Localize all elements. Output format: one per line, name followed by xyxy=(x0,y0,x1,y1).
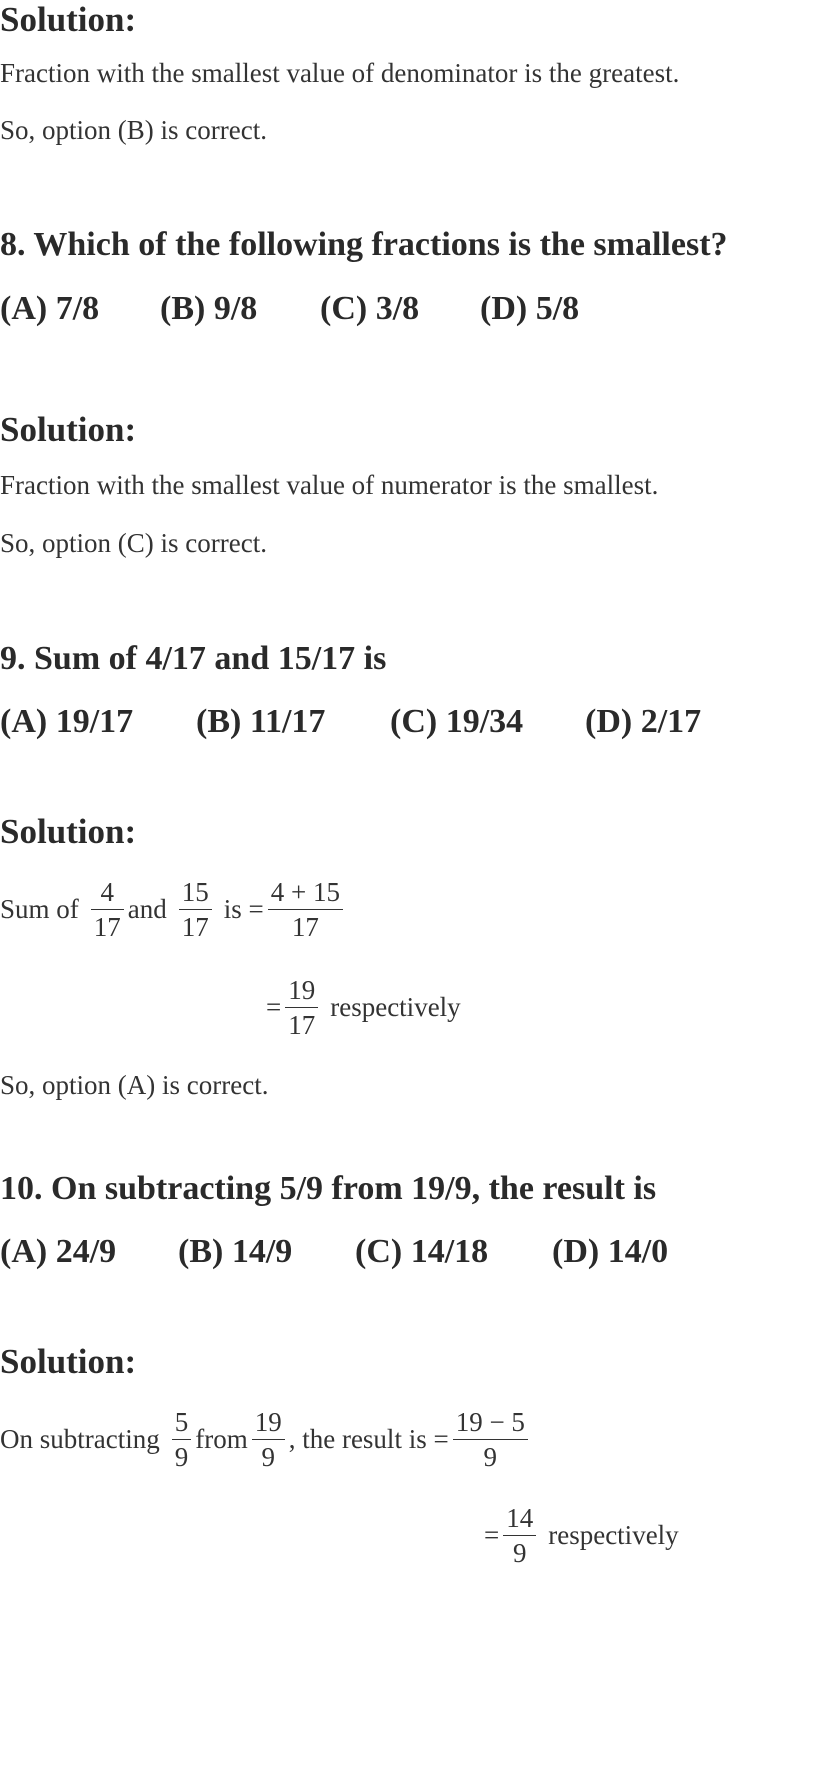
fraction xyxy=(252,1405,285,1474)
solution-7-line-1: Fraction with the smallest value of denominator is the greatest. xyxy=(0,58,680,88)
numerator: 4 + 15 xyxy=(270,876,340,907)
solution-10-equation-2 xyxy=(484,1498,679,1572)
fraction xyxy=(91,875,124,944)
denominator: 9 xyxy=(261,1441,275,1472)
solution-9-equation-2 xyxy=(266,970,461,1044)
fraction xyxy=(285,973,318,1042)
solution-7-line-2: So, option (B) is correct. xyxy=(0,115,267,145)
denominator: 9 xyxy=(174,1441,189,1472)
solution-9-conclusion: So, option (A) is correct. xyxy=(0,1070,269,1100)
denominator: 17 xyxy=(288,1009,316,1040)
question-9-options xyxy=(0,703,836,743)
solution-heading-10: Solution: xyxy=(0,1342,137,1381)
numerator: 4 xyxy=(100,876,115,907)
question-8-option-d: (D) 5/8 xyxy=(480,290,580,327)
question-8-option-c: (C) 3/8 xyxy=(320,290,420,327)
solution-heading-7: Solution: xyxy=(0,0,137,39)
question-9-title: 9. Sum of 4/17 and 15/17 is xyxy=(0,640,387,677)
fraction xyxy=(172,1405,192,1474)
eq-text: , the result is = xyxy=(288,1423,449,1454)
question-9-option-d: (D) 2/17 xyxy=(585,703,702,740)
fraction xyxy=(503,1501,536,1570)
question-8-option-b: (B) 9/8 xyxy=(160,290,258,327)
question-10-option-b: (B) 14/9 xyxy=(178,1233,293,1270)
denominator: 17 xyxy=(181,911,209,942)
eq-text: = xyxy=(484,1519,500,1550)
denominator: 9 xyxy=(512,1537,527,1568)
question-9-option-a: (A) 19/17 xyxy=(0,703,134,740)
eq-text: On subtracting xyxy=(0,1423,160,1454)
solution-heading-8: Solution: xyxy=(0,410,137,449)
question-10-title: 10. On subtracting 5/9 from 19/9, the result is xyxy=(0,1170,657,1207)
numerator: 19 xyxy=(288,974,316,1005)
eq-text: = xyxy=(266,991,282,1022)
solution-9-equation-1 xyxy=(0,872,347,946)
eq-text: from xyxy=(195,1423,248,1454)
fraction xyxy=(268,875,343,944)
denominator: 17 xyxy=(93,911,121,942)
solution-10-equation-1 xyxy=(0,1402,532,1476)
numerator: 5 xyxy=(174,1406,189,1437)
numerator: 19 xyxy=(254,1406,282,1437)
question-10-options xyxy=(0,1233,836,1273)
question-8-option-a: (A) 7/8 xyxy=(0,290,100,327)
question-8-options xyxy=(0,290,836,330)
fraction xyxy=(179,875,212,944)
eq-text: respectively xyxy=(330,991,461,1022)
fraction xyxy=(453,1405,528,1474)
eq-text: Sum of xyxy=(0,893,79,924)
solution-8-line-1: Fraction with the smallest value of numerator is the smallest. xyxy=(0,470,659,500)
eq-text: is = xyxy=(223,893,264,924)
question-9-option-b: (B) 11/17 xyxy=(196,703,326,740)
solution-8-line-2: So, option (C) is correct. xyxy=(0,528,267,558)
question-8-title: 8. Which of the following fractions is the smallest? xyxy=(0,226,728,263)
numerator: 15 xyxy=(181,876,209,907)
numerator: 14 xyxy=(506,1502,534,1533)
denominator: 9 xyxy=(483,1441,498,1472)
question-10-option-a: (A) 24/9 xyxy=(0,1233,117,1270)
denominator: 17 xyxy=(291,911,319,942)
eq-text: respectively xyxy=(548,1519,679,1550)
question-10-option-d: (D) 14/0 xyxy=(552,1233,669,1270)
question-10-option-c: (C) 14/18 xyxy=(355,1233,489,1270)
question-9-option-c: (C) 19/34 xyxy=(390,703,524,740)
eq-text: and xyxy=(127,893,167,924)
solution-heading-9: Solution: xyxy=(0,812,137,851)
numerator: 19 − 5 xyxy=(455,1406,525,1437)
